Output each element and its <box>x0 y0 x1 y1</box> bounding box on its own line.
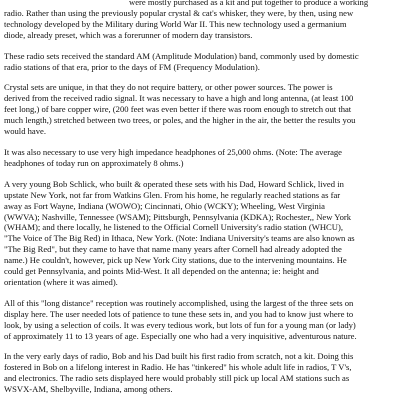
paragraph-first-radio <box>4 351 400 395</box>
text-line: much length,) stretched between two trees, or poles, and the higher in the air, the better the results you <box>4 115 356 126</box>
text-line: A very young Bob Schlick, who built & operated these sets with his Dad, Howard Schlick, lived in <box>4 178 344 189</box>
paragraph-antenna <box>4 82 400 137</box>
text-line: headphones of today run on approximately 8 ohms.) <box>4 157 184 168</box>
text-line: "The Big Red", but they came to have that name many years after Cornell had already adopted the <box>4 244 342 255</box>
text-line: "The Voice of The Big Red) in Ithaca, New York. (Note: Indiana University's teams are also known as <box>4 233 355 244</box>
paragraph-bob-schlick <box>4 179 400 288</box>
text-line: display here. The user needed lots of patience to tune these sets in, and you had to know just where to <box>4 308 354 319</box>
text-line: upstate New York, not far from Watkins Glen. From his home, he regularly reached stations as far <box>4 189 341 200</box>
text-line: derived from the received radio signal. It was necessary to have a high and long antenna, (at least 100 <box>4 93 354 104</box>
text-line: It was also necessary to use very high impedance headphones of 25,000 ohms. (Note: The average <box>4 146 342 157</box>
text-line: These radio sets received the standard AM (Amplitude Modulation) band, commonly used by domestic <box>4 50 359 61</box>
text-line: orientation (where it was aimed). <box>4 276 118 287</box>
paragraph-long-distance <box>4 298 400 342</box>
text-line: diode, already preset, which was a forerunner of modern day transistors. <box>4 29 253 40</box>
text-line: of approximately 11 to 13 years of age. Especially one who had a very inquisitive, adventurous nature. <box>4 330 357 341</box>
text-line: All of this "long distance" reception was routinely accomplished, using the largest of the three sets on <box>4 297 354 308</box>
text-line: and electronics. The radio sets displayed here would probably still pick up local AM stations such as <box>4 373 350 384</box>
text-line: were mostly purchased as a kit and put together to produce a working <box>129 0 369 7</box>
text-line: Crystal sets are unique, in that they do not require battery, or other power sources. The power is <box>4 82 333 93</box>
text-line: (WWVA); Nashville, Tennessee (WSAM); Pittsburgh, Pennsylvania (KDKA); Rochester,, New York <box>4 211 352 222</box>
paragraph-intro <box>4 0 400 41</box>
text-line: technology developed by the Military during World War II. This new technology used a germanium <box>4 18 347 29</box>
paragraph-headphones <box>4 147 400 169</box>
text-line: away as Fort Wayne, Indiana (WOWO); Cincinnati, Ohio (WCKY); Wheeling, West Virginia <box>4 200 325 211</box>
text-line: fostered in Bob on a lifelong interest in Radio. He has "tinkered" his whole adult life in radios, T V's, <box>4 362 352 373</box>
text-line: (WHAM); and there locally, he listened to the Official Cornell University's radio station (WHCU), <box>4 222 344 233</box>
text-line: radio. Rather than using the previously popular crystal & cat's whisker, they were, by then, using new <box>4 7 354 18</box>
text-line: WSVX-AM, Shelbyville, Indiana, among others. <box>4 384 173 395</box>
text-line: could get Pennsylvania, and points Mid-West. It all depended on the antenna; ie: height and <box>4 266 319 277</box>
text-line: would have. <box>4 126 47 137</box>
text-line: look, by using a selection of coils. It was every tedious work, but lots of fun for a young man (or lady) <box>4 319 356 330</box>
text-line: feet long,) of bare copper wire, (200 feet was even better if there was room enough to stretch out that <box>4 104 352 115</box>
text-line: In the very early days of radio, Bob and his Dad built his first radio from scratch, not a kit. Doing this <box>4 351 354 362</box>
text-line: radio stations of that era, prior to the days of FM (Frequency Modulation). <box>4 61 260 72</box>
paragraph-am-band <box>4 51 400 73</box>
text-line: name.) He couldn't, however, pick up New York City stations, due to the intervening mountains. He <box>4 255 347 266</box>
